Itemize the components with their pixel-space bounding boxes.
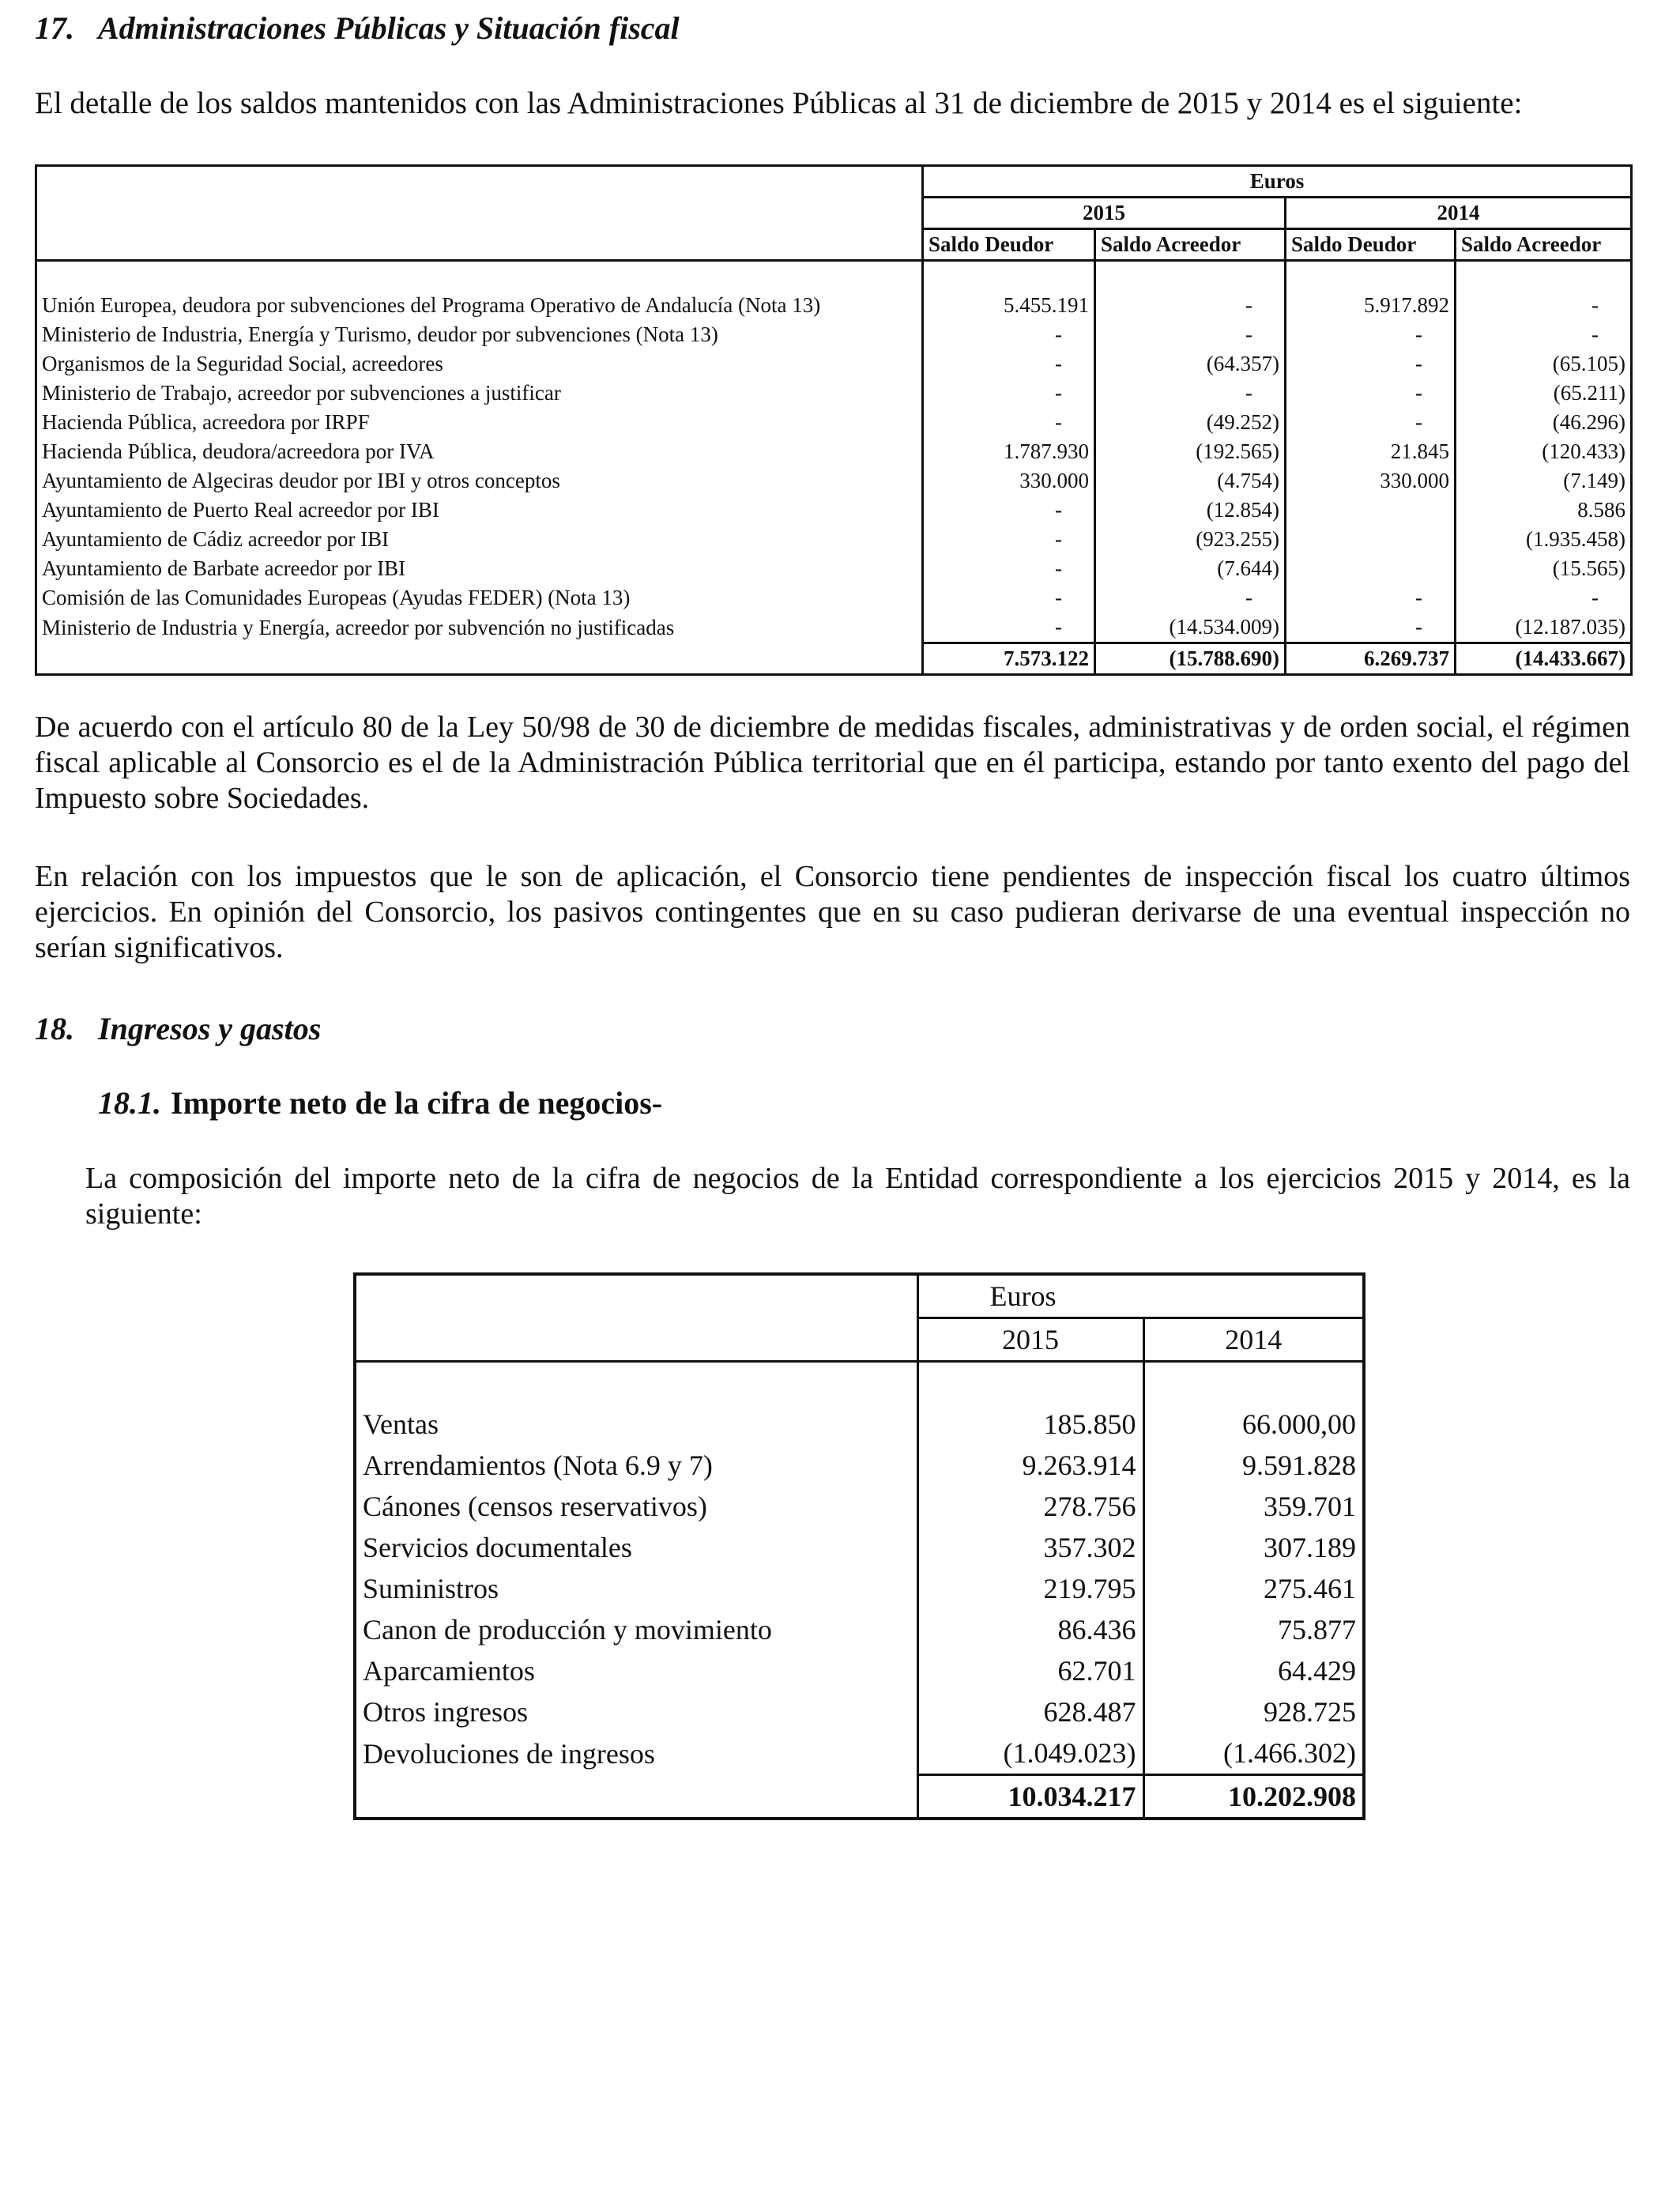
saldo-acreedor-2015: (64.357) [1095, 349, 1286, 379]
value-2014: 64.429 [1143, 1650, 1364, 1691]
row-concept: Ministerio de Trabajo, acreedor por subvenciones a justificar [36, 379, 923, 408]
row-concept: Ayuntamiento de Barbate acreedor por IBI [36, 554, 923, 583]
row-concept: Comisión de las Comunidades Europeas (Ayudas FEDER) (Nota 13) [36, 583, 923, 613]
saldo-acreedor-2015: - [1095, 291, 1286, 320]
table-row [355, 1445, 1364, 1486]
table-row [355, 1486, 1364, 1527]
row-concept: Cánones (censos reservativos) [363, 1491, 707, 1522]
table-row [36, 496, 1632, 525]
col-saldo-acreedor-2014: Saldo Acreedor [1456, 229, 1632, 261]
saldo-deudor-2014 [1286, 496, 1456, 525]
year-header-2014: 2014 [1286, 198, 1632, 229]
saldo-acreedor-2015: (4.754) [1095, 466, 1286, 496]
section-number: 18. [35, 1011, 74, 1046]
total-2014: 10.202.908 [1143, 1775, 1364, 1819]
saldo-deudor-2014: - [1286, 613, 1456, 643]
section-17-intro: El detalle de los saldos mantenidos con las Administraciones Públicas al 31 de diciembre de 2015 y 2014 es el siguiente: [35, 86, 1523, 120]
value-2014: 66.000,00 [1143, 1404, 1364, 1445]
row-concept: Ayuntamiento de Puerto Real acreedor por IBI [36, 496, 923, 525]
year-header-2015: 2015 [923, 198, 1286, 229]
row-concept: Otros ingresos [363, 1696, 528, 1728]
saldo-deudor-2015: - [923, 554, 1095, 583]
table-row [355, 1527, 1364, 1568]
section-title: Ingresos y gastos [98, 1011, 322, 1046]
subsection-18-1-heading [98, 1084, 662, 1122]
value-2015: 86.436 [917, 1609, 1143, 1650]
saldo-deudor-2015: - [923, 496, 1095, 525]
saldo-acreedor-2015: - [1095, 320, 1286, 349]
row-concept: Ministerio de Industria, Energía y Turismo, deudor por subvenciones (Nota 13) [36, 320, 923, 349]
saldo-acreedor-2014: (7.149) [1456, 466, 1632, 496]
saldo-deudor-2015: - [923, 320, 1095, 349]
revenue-table-body [355, 1404, 1364, 1775]
saldo-acreedor-2014: (65.105) [1456, 349, 1632, 379]
value-2015: (1.049.023) [917, 1732, 1143, 1775]
saldo-deudor-2014: 330.000 [1286, 466, 1456, 496]
section-title: Administraciones Públicas y Situación fiscal [98, 10, 680, 46]
saldo-deudor-2015: - [923, 525, 1095, 554]
table-row [36, 466, 1632, 496]
saldo-acreedor-2015: (14.534.009) [1095, 613, 1286, 643]
row-concept: Hacienda Pública, deudora/acreedora por IVA [36, 437, 923, 466]
saldo-deudor-2015: - [923, 583, 1095, 613]
saldo-deudor-2015: - [923, 408, 1095, 437]
saldo-acreedor-2015: (923.255) [1095, 525, 1286, 554]
value-2015: 219.795 [917, 1568, 1143, 1609]
row-concept: Unión Europea, deudora por subvenciones del Programa Operativo de Andalucía (Nota 13) [36, 291, 923, 320]
saldo-deudor-2015: - [923, 613, 1095, 643]
saldo-deudor-2014: - [1286, 583, 1456, 613]
saldo-deudor-2014: 21.845 [1286, 437, 1456, 466]
currency-header: Euros [923, 166, 1632, 198]
table-row [36, 379, 1632, 408]
saldo-deudor-2015: 1.787.930 [923, 437, 1095, 466]
table-row [36, 291, 1632, 320]
row-concept: Servicios documentales [363, 1532, 632, 1563]
table-row [36, 613, 1632, 643]
value-2015: 357.302 [917, 1527, 1143, 1568]
saldo-deudor-2014: - [1286, 408, 1456, 437]
col-saldo-deudor-2014: Saldo Deudor [1286, 229, 1456, 261]
row-concept: Suministros [363, 1573, 499, 1604]
saldo-acreedor-2015: (49.252) [1095, 408, 1286, 437]
table-row [36, 349, 1632, 379]
table-row [355, 1568, 1364, 1609]
saldo-deudor-2015: 330.000 [923, 466, 1095, 496]
value-2014: 928.725 [1143, 1691, 1364, 1732]
revenue-total-row [355, 1775, 1364, 1819]
row-concept: Ayuntamiento de Cádiz acreedor por IBI [36, 525, 923, 554]
saldo-acreedor-2015: (12.854) [1095, 496, 1286, 525]
saldo-deudor-2014 [1286, 554, 1456, 583]
saldo-deudor-2014: 5.917.892 [1286, 291, 1456, 320]
row-concept: Organismos de la Seguridad Social, acreedores [36, 349, 923, 379]
row-concept: Canon de producción y movimiento [363, 1614, 772, 1646]
total-acreedor-2015: (15.788.690) [1095, 643, 1286, 675]
saldo-acreedor-2014: - [1456, 320, 1632, 349]
saldo-acreedor-2015: (192.565) [1095, 437, 1286, 466]
value-2014: 75.877 [1143, 1609, 1364, 1650]
total-deudor-2015: 7.573.122 [923, 643, 1095, 675]
row-concept: Ayuntamiento de Algeciras deudor por IBI y otros conceptos [36, 466, 923, 496]
saldo-deudor-2014 [1286, 525, 1456, 554]
total-acreedor-2014: (14.433.667) [1456, 643, 1632, 675]
saldo-acreedor-2014: - [1456, 291, 1632, 320]
value-2014: 359.701 [1143, 1486, 1364, 1527]
saldo-deudor-2015: - [923, 349, 1095, 379]
subsection-18-1-intro: La composición del importe neto de la cifra de negocios de la Entidad correspondiente a los ejercicios 2015 y 2014, es la siguiente: [85, 1162, 1630, 1231]
saldo-acreedor-2014: (15.565) [1456, 554, 1632, 583]
total-2015: 10.034.217 [917, 1775, 1143, 1819]
saldo-acreedor-2014: (120.433) [1456, 437, 1632, 466]
saldo-acreedor-2015: - [1095, 583, 1286, 613]
saldo-acreedor-2014: 8.586 [1456, 496, 1632, 525]
row-concept: Ministerio de Industria y Energía, acreedor por subvención no justificadas [36, 613, 923, 643]
table-row [36, 554, 1632, 583]
balances-total-row [36, 643, 1632, 675]
saldo-acreedor-2014: - [1456, 583, 1632, 613]
section-18-heading [35, 1010, 321, 1047]
saldo-acreedor-2014: (1.935.458) [1456, 525, 1632, 554]
row-concept: Hacienda Pública, acreedora por IRPF [36, 408, 923, 437]
value-2014: 275.461 [1143, 1568, 1364, 1609]
year-header-2014: 2014 [1143, 1318, 1364, 1362]
row-concept: Devoluciones de ingresos [363, 1737, 655, 1770]
saldo-deudor-2014: - [1286, 379, 1456, 408]
table-row [36, 437, 1632, 466]
total-deudor-2014: 6.269.737 [1286, 643, 1456, 675]
row-concept: Arrendamientos (Nota 6.9 y 7) [363, 1449, 713, 1481]
section-number: 17. [35, 10, 74, 46]
year-header-2015: 2015 [917, 1318, 1143, 1362]
table-row [355, 1732, 1364, 1775]
value-2015: 62.701 [917, 1650, 1143, 1691]
paragraph-tax-inspection: En relación con los impuestos que le son de aplicación, el Consorcio tiene pendientes de inspección fiscal los cuatro últimos ejercicios. En opinión del Consorcio, los pasivos contingentes que en su caso pudieran derivarse de una eventual inspección no serían significativos. [35, 860, 1630, 964]
currency-header: Euros [917, 1274, 1364, 1318]
saldo-acreedor-2014: (12.187.035) [1456, 613, 1632, 643]
table-row [36, 320, 1632, 349]
value-2015: 185.850 [917, 1404, 1143, 1445]
value-2014: 307.189 [1143, 1527, 1364, 1568]
table-row [355, 1609, 1364, 1650]
value-2014: 9.591.828 [1143, 1445, 1364, 1486]
saldo-acreedor-2015: (7.644) [1095, 554, 1286, 583]
saldo-deudor-2014: - [1286, 320, 1456, 349]
saldo-acreedor-2015: - [1095, 379, 1286, 408]
table-row [355, 1404, 1364, 1445]
table-row [36, 583, 1632, 613]
col-saldo-acreedor-2015: Saldo Acreedor [1095, 229, 1286, 261]
value-2015: 9.263.914 [917, 1445, 1143, 1486]
saldo-deudor-2014: - [1286, 349, 1456, 379]
value-2014: (1.466.302) [1143, 1732, 1364, 1775]
subsection-title: Importe neto de la cifra de negocios- [171, 1085, 663, 1121]
table-row [36, 408, 1632, 437]
table-row [355, 1691, 1364, 1732]
revenue-table [353, 1272, 1365, 1820]
value-2015: 628.487 [917, 1691, 1143, 1732]
paragraph-fiscal-regime: De acuerdo con el artículo 80 de la Ley 50/98 de 30 de diciembre de medidas fiscales, administrativas y de orden social, el régimen fiscal aplicable al Consorcio es el de la Administración Pública territorial que en él participa, estando por tanto exento del pago del Impuesto sobre Sociedades. [35, 711, 1630, 815]
table-row [36, 525, 1632, 554]
saldo-acreedor-2014: (65.211) [1456, 379, 1632, 408]
subsection-number: 18.1. [98, 1085, 161, 1121]
balances-table [35, 164, 1633, 676]
table-row [355, 1650, 1364, 1691]
balances-table-body [36, 291, 1632, 643]
row-concept: Aparcamientos [363, 1655, 535, 1687]
col-saldo-deudor-2015: Saldo Deudor [923, 229, 1095, 261]
saldo-deudor-2015: - [923, 379, 1095, 408]
saldo-acreedor-2014: (46.296) [1456, 408, 1632, 437]
value-2015: 278.756 [917, 1486, 1143, 1527]
row-concept: Ventas [363, 1408, 439, 1440]
saldo-deudor-2015: 5.455.191 [923, 291, 1095, 320]
section-17-heading [35, 9, 680, 47]
